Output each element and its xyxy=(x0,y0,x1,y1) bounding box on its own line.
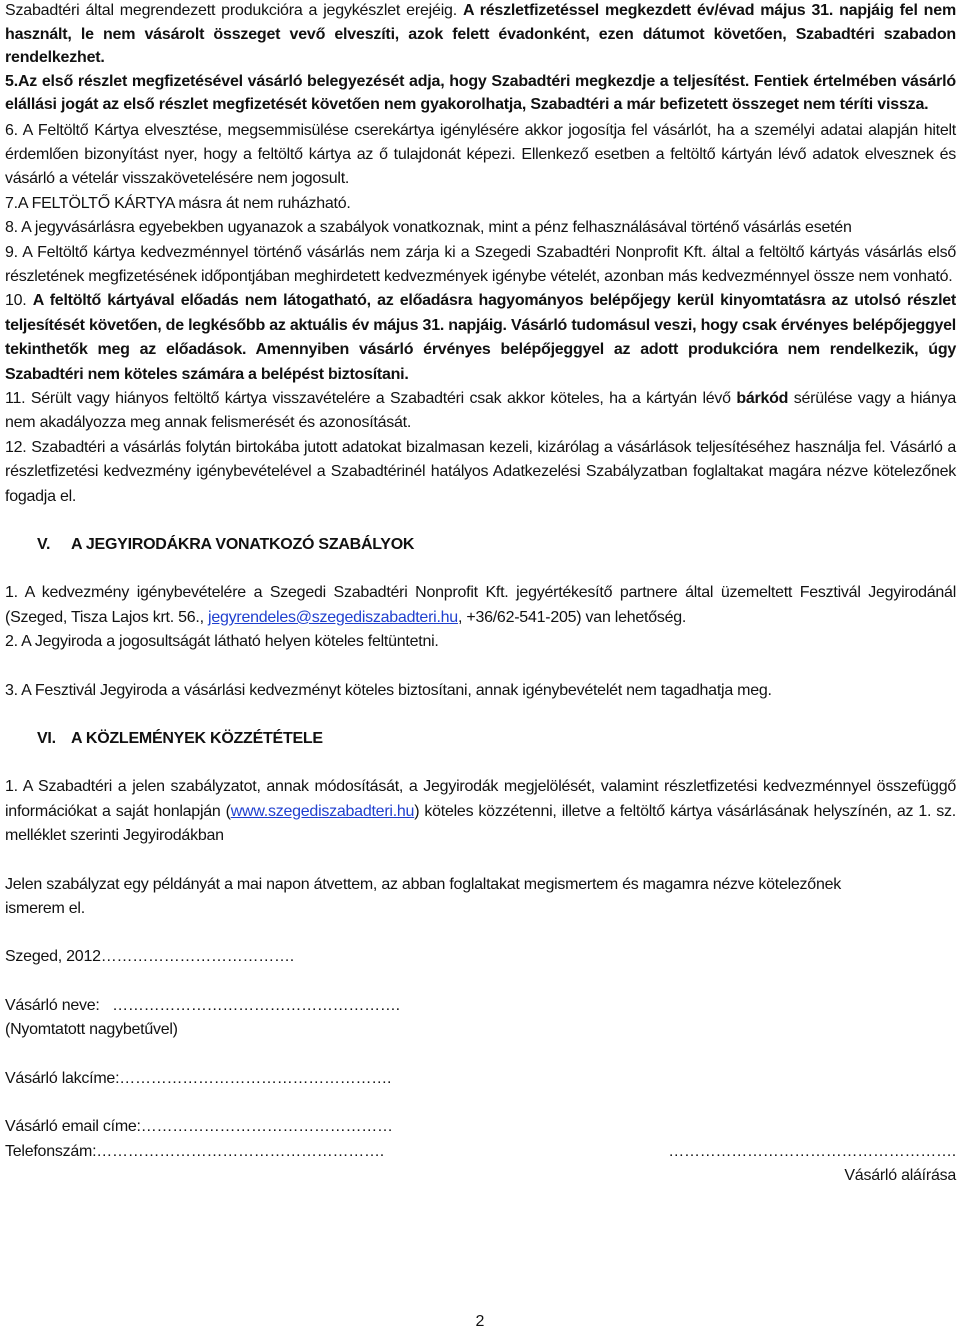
section-6-item-1 xyxy=(5,775,956,848)
item-11-text-end: sérülése vagy a hiánya nem akadályozza meg annak felismerését és azonosítását. xyxy=(5,389,956,432)
section-6-item-1-text: 1. A Szabadtéri a jelen szabályzatot, annak módosítását, a Jegyirodák megjelölését, valamint részletfizetési kedvezménnyel összefüggő információkat a saját honlapján ( xyxy=(5,778,956,820)
spacer xyxy=(5,921,956,945)
place-date-line: Szeged, 2012………………………………. xyxy=(5,948,294,966)
paragraph-4-bold-text: A részletfizetéssel megkezdett év/évad május 31. napjáig fel nem használt, le nem vásárolt összeget vevő elveszíti, azok felett évadonként, ezen dátumot követően, Szabadtéri szabadon rendelkezhet. xyxy=(5,2,956,66)
acknowledgement-statement: Jelen szabályzat egy példányát a mai napon átvettem, az abban foglaltakat megismertem és magamra nézve kötelezőnek ismerem el. xyxy=(5,875,841,918)
item-8: 8. A jegyvásárlásra egyebekben ugyanazok a szabályok vonatkoznak, mint a pénz felhasználásával történő vásárlás esetén xyxy=(5,219,852,237)
spacer xyxy=(5,703,956,727)
spacer xyxy=(5,509,956,533)
buyer-email-field[interactable]: Vásárló email címe:………………………………………… xyxy=(5,1118,393,1136)
item-11-barcode-word: bárkód xyxy=(736,389,789,407)
paragraph-5 xyxy=(5,70,956,117)
paragraph-4-text: Szabadtéri által megrendezett produkcióra a jegykészlet erejéig. xyxy=(5,2,463,19)
section-5-item-3: 3. A Fesztivál Jegyiroda a vásárlási kedvezményt köteles biztosítani, annak igénybevételét nem tagadhatja meg. xyxy=(5,681,772,699)
spacer xyxy=(5,849,956,873)
website-link[interactable]: www.szegediszabadteri.hu xyxy=(230,802,415,820)
conditions-items-block xyxy=(5,119,956,1189)
section-6-number: VI. xyxy=(37,730,56,748)
spacer xyxy=(5,557,956,581)
section-5-item-1-text: 1. A kedvezmény igénybevételére a Szegedi Szabadtéri Nonprofit Kft. jegyértékesítő partnere által üzemeltett Fesztivál Jegyirodánál (Szeged, Tisza Lajos krt. 56., xyxy=(5,584,956,626)
item-6: 6. A Feltöltő Kártya elvesztése, megsemmisülése cserekártya igénylésére akkor jogosítja fel vásárlót, ha a személyi adatai alapján hitelt érdemlően bizonyítást nyer, hogy a feltöltő kártya az ő tulajdonát képezi. Ellenkező esetben a feltöltő kártyán lévő adatok elvesznek és vásárló a vételár visszakövetelésére nem jogosult. xyxy=(5,121,956,188)
paragraph-4-continuation xyxy=(5,0,956,70)
buyer-address-field[interactable]: Vásárló lakcíme:……………………………………………. xyxy=(5,1069,392,1087)
section-5-item-1-text-end: , +36/62-541-205) van lehetőség. xyxy=(457,608,687,626)
section-5-number: V. xyxy=(37,536,51,553)
section-5-title: A JEGYIRODÁKRA VONATKOZÓ SZABÁLYOK xyxy=(71,536,415,553)
section-6-item-1-text-end: ) köteles közzétenni, illetve a feltöltő kártya vásárlásának helyszínén, az 1. sz. melléklet szerinti Jegyirodákban xyxy=(5,802,956,845)
item-7: 7.A FELTÖLTŐ KÁRTYA másra át nem ruházható. xyxy=(5,194,351,212)
phone-signature-row xyxy=(5,1140,956,1164)
item-10-bold-text: A feltöltő kártyával előadás nem látogatható, az előadásra hagyományos belépőjegy kerül kinyomtatásra az utolsó részlet teljesítését követően, de legkésőbb az aktuális év május 31. napjáig. Vásárló tudomásul veszi, hogy csak érvényes belépőjeggyel tekinthetők meg az előadások. Amennyiben vásárló érvényes belépőjeggyel az adott produkcióra nem rendelkezik, úgy Szabadtéri nem köteles számára a belépést biztosítani. xyxy=(5,292,956,383)
spacer xyxy=(5,1091,956,1115)
item-12: 12. Szabadtéri a vásárlás folytán birtokába jutott adatokat bizalmasan kezeli, kizárólag a vásárlások teljesítéséhez használja fel. Vásárló a részletfizetési kedvezmény igénybevételével a Szabadtérinél hatályos Adatkezelési Szabályzatban foglaltakat magára nézve kötelezőnek fogadja el. xyxy=(5,438,956,505)
ticket-office-email-link[interactable]: jegyrendeles@szegediszabadteri.hu xyxy=(208,608,458,626)
section-5-item-1 xyxy=(5,581,956,630)
page-number: 2 xyxy=(475,1313,485,1330)
section-5-item-2: 2. A Jegyiroda a jogosultságát látható helyen köteles feltüntetni. xyxy=(5,633,439,651)
conditions-top-block xyxy=(5,0,956,117)
paragraph-5-bold-text: 5.Az első részlet megfizetésével vásárló belegyezését adja, hogy Szabadtéri megkezdje a teljesítést. Fentiek értelmében vásárló elállási jogát az első részlet megfizetését követően nem gyakorolhatja, Szabadtéri a már befizetett összeget nem téríti vissza. xyxy=(5,72,956,113)
item-10 xyxy=(5,289,956,387)
spacer xyxy=(5,655,956,679)
document-page xyxy=(5,0,956,1188)
signature-label: Vásárló aláírása xyxy=(844,1166,956,1184)
section-6-title: A KÖZLEMÉNYEK KÖZZÉTÉTELE xyxy=(71,730,323,748)
section-6-heading xyxy=(37,727,956,751)
spacer xyxy=(5,751,956,775)
spacer xyxy=(5,1043,956,1067)
item-10-number: 10. xyxy=(5,292,33,310)
item-11 xyxy=(5,387,956,436)
buyer-name-note: (Nyomtatott nagybetűvel) xyxy=(5,1021,178,1039)
spacer xyxy=(5,970,956,994)
item-9: 9. A Feltöltő kártya kedvezménnyel történő vásárlás nem zárja ki a Szegedi Szabadtéri Nonprofit Kft. által a feltöltő kártyás vásárlás első részletének megfizetésének időpontjában meghirdetett kedvezmények igénybe vételét, azonban más kedvezménnyel össze nem vonható. xyxy=(5,243,956,285)
section-5-heading xyxy=(37,533,956,557)
item-11-text: 11. Sérült vagy hiányos feltöltő kártya visszavételére a Szabadtéri csak akkor köteles, ha a kártyán lévő xyxy=(5,389,737,407)
buyer-name-field[interactable]: Vásárló neve: ………………………………………………. xyxy=(5,996,400,1014)
buyer-phone-field[interactable]: Telefonszám:………………………………………………. xyxy=(5,1142,384,1160)
signature-label-row xyxy=(5,1164,956,1188)
signature-line[interactable]: ………………………………………………. xyxy=(668,1142,956,1160)
